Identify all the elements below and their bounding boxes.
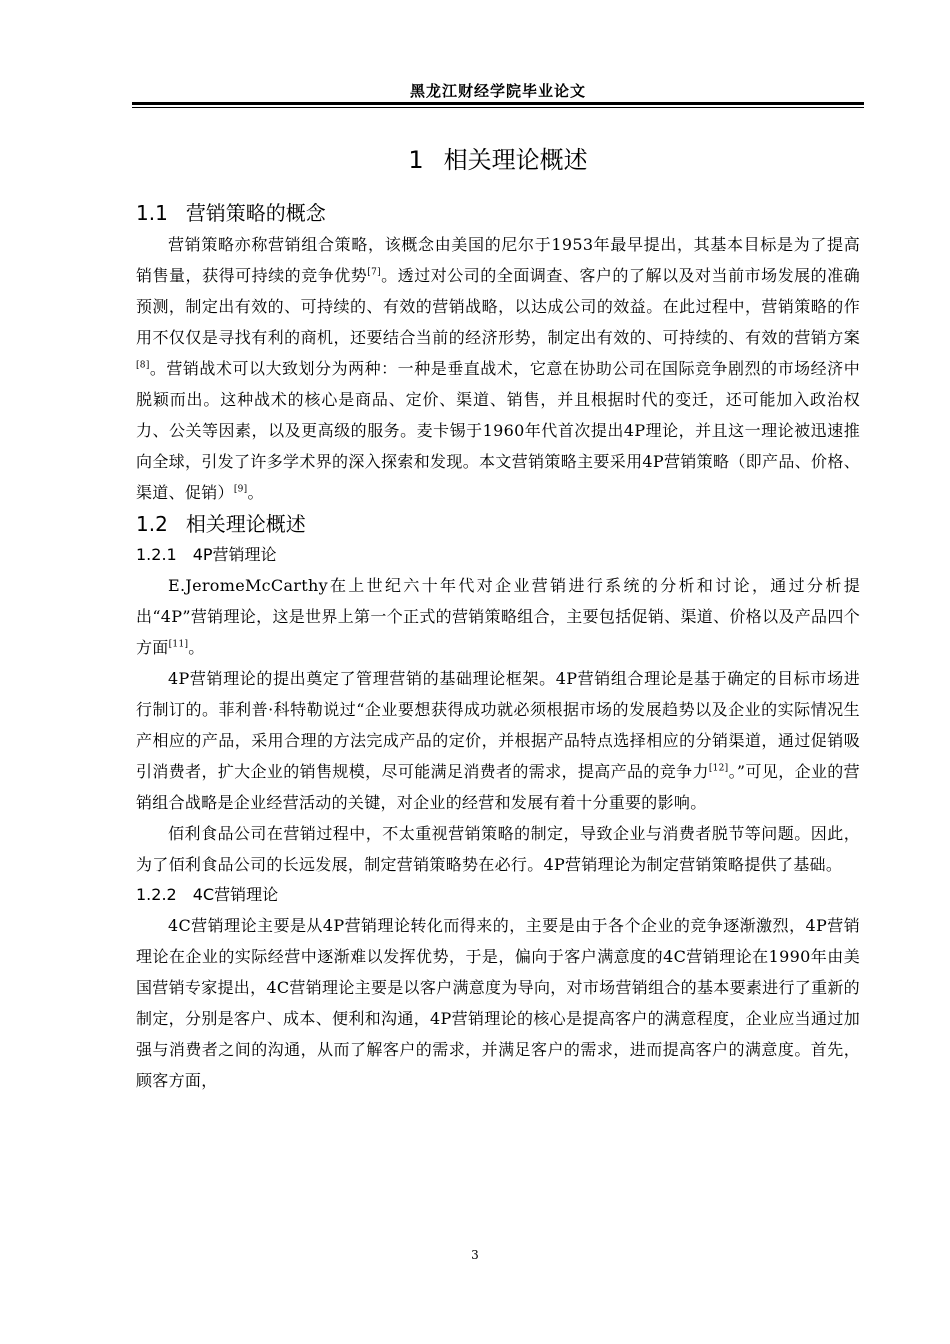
running-header: 黑龙江财经学院毕业论文 xyxy=(409,82,586,100)
section-heading-1-1 xyxy=(136,197,860,229)
chapter-number: 1 xyxy=(408,146,424,174)
paragraph-text: 。”可见，企业的营销组合战略是企业经营活动的关键，对企业的经营和发展有着十分重要的影响。 xyxy=(136,762,860,812)
citation-ref: [11] xyxy=(168,639,189,650)
chapter-title xyxy=(132,140,864,175)
citation-ref: [12] xyxy=(708,763,729,774)
header-rule-thin xyxy=(132,107,864,108)
paragraph-text: 4C营销理论主要是从4P营销理论转化而得来的，主要是由于各个企业的竞争逐渐激烈，4P营销理论在企业的实际经营中逐渐难以发挥优势，于是，偏向于客户满意度的4C营销理论在1990年由美国营销专家提出，4C营销理论主要是以客户满意度为导向，对市场营销组合的基本要素进行了重新的制定，分别是客户、成本、便利和沟通，4P营销理论的核心是提高客户的满意程度，企业应当通过加强与消费者之间的沟通，从而了解客户的需求，并满足客户的需求，进而提高客户的满意度。首先，顾客方面， xyxy=(136,916,860,1090)
subsection-heading-1-2-2 xyxy=(136,880,860,910)
paragraph-1-2-1-3 xyxy=(136,818,860,880)
section-heading-1-2 xyxy=(136,508,860,540)
paragraph-text: 。 xyxy=(188,638,205,657)
subsection-title: 4C营销理论 xyxy=(192,885,279,904)
paragraph-text: E.JeromeMcCarthy在上世纪六十年代对企业营销进行系统的分析和讨论，通过分析提出“4P”营销理论，这是世界上第一个正式的营销策略组合，主要包括促销、渠道、价格以及产品四个方面 xyxy=(136,576,860,657)
header-rule-thick xyxy=(132,102,864,105)
paragraph-1-2-2-1 xyxy=(136,910,860,1096)
subsection-number: 1.2.2 xyxy=(136,885,177,904)
page-number: 3 xyxy=(471,1248,479,1262)
paragraph-text: 营销策略亦称营销组合策略，该概念由美国的尼尔于1953年最早提出，其基本目标是为了提高销售量，获得可持续的竞争优势 xyxy=(136,235,860,285)
section-number: 1.1 xyxy=(136,201,168,225)
paragraph-1-2-1-2 xyxy=(136,663,860,818)
citation-ref: [8] xyxy=(136,360,150,371)
paragraph-text: 。 xyxy=(247,483,264,502)
chapter-title-text: 相关理论概述 xyxy=(443,146,588,174)
citation-ref: [9] xyxy=(233,484,248,495)
paragraph-text: 4P营销理论的提出奠定了管理营销的基础理论框架。4P营销组合理论是基于确定的目标市场进行制订的。菲利普·科特勒说过“企业要想获得成功就必须根据市场的发展趋势以及企业的实际情况生产相应的产品，采用合理的方法完成产品的定价，并根据产品特点选择相应的分销渠道，通过促销吸引消费者，扩大企业的销售规模，尽可能满足消费者的需求，提高产品的竞争力 xyxy=(136,669,860,781)
paragraph-1-2-1-1 xyxy=(136,570,860,663)
paragraph-1-1-1 xyxy=(136,229,860,508)
section-title: 相关理论概述 xyxy=(185,512,306,536)
paragraph-text: 。透过对公司的全面调查、客户的了解以及对当前市场发展的准确预测，制定出有效的、可持续的、有效的营销战略，以达成公司的效益。在此过程中，营销策略的作用不仅仅是寻找有利的商机，还要结合当前的经济形势，制定出有效的、可持续的、有效的营销方案 xyxy=(136,266,861,347)
paragraph-text: 。营销战术可以大致划分为两种：一种是垂直战术，它意在协助公司在国际竞争剧烈的市场经济中脱颖而出。这种战术的核心是商品、定价、渠道、销售，并且根据时代的变迁，还可能加入政治权力、公关等因素，以及更高级的服务。麦卡锡于1960年代首次提出4P理论，并且这一理论被迅速推向全球，引发了许多学术界的深入探索和发现。本文营销策略主要采用4P营销策略（即产品、价格、渠道、促销） xyxy=(136,359,860,502)
citation-ref: [7] xyxy=(367,267,381,278)
section-title: 营销策略的概念 xyxy=(185,201,326,225)
paragraph-text: 佰利食品公司在营销过程中，不太重视营销策略的制定，导致企业与消费者脱节等问题。因此，为了佰利食品公司的长远发展，制定营销策略势在必行。4P营销理论为制定营销策略提供了基础。 xyxy=(136,824,860,874)
subsection-number: 1.2.1 xyxy=(136,545,177,564)
subsection-title: 4P营销理论 xyxy=(192,545,277,564)
subsection-heading-1-2-1 xyxy=(136,540,860,570)
section-number: 1.2 xyxy=(136,512,168,536)
body-content xyxy=(136,197,860,1096)
